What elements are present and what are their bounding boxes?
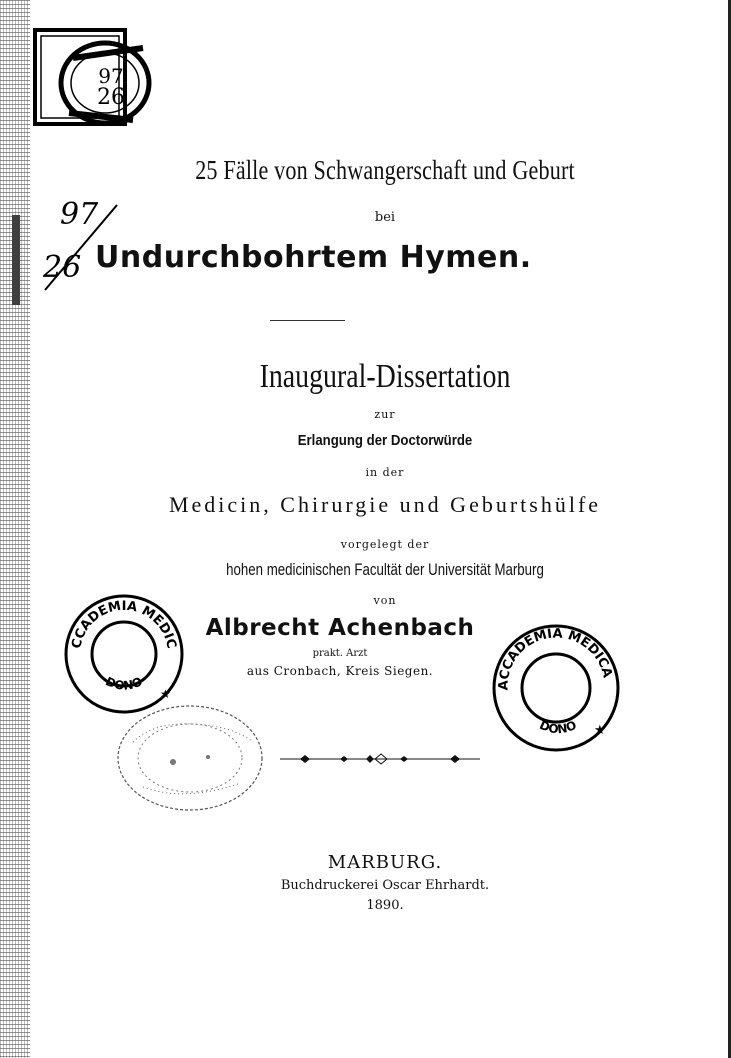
svg-text:★: ★: [160, 687, 171, 701]
ornament-divider: [280, 750, 480, 768]
binding-edge-shadow: [0, 0, 30, 1058]
library-stamp: [33, 28, 163, 126]
title-line-2: Undurchbohrtem Hymen.: [95, 240, 532, 275]
svg-text:★: ★: [594, 723, 606, 738]
donor-stamp-right-bottom: DONO: [537, 717, 579, 737]
donor-stamp-left-text: CCADEMIA MEDIC: [69, 598, 179, 650]
faculty-text: hohen medicinischen Facultät der Universität Marburg: [226, 560, 544, 579]
donor-stamp-left: [60, 590, 188, 718]
author-title: prakt. Arzt: [312, 648, 368, 659]
imprint-printer: Buchdruckerei Oscar Ehrhardt.: [280, 878, 490, 893]
handwritten-number-bottom: 26: [43, 250, 82, 285]
author-name: Albrecht Achenbach: [205, 615, 475, 641]
in-der-text: in der: [365, 466, 405, 479]
author-origin: aus Cronbach, Kreis Siegen.: [246, 664, 434, 678]
von-text: von: [373, 594, 397, 607]
vorgelegt-text: vorgelegt der: [340, 538, 430, 551]
handwritten-number-top: 97: [60, 197, 99, 232]
imprint-year: 1890.: [366, 898, 404, 913]
donor-stamp-left-bottom: DONO: [103, 674, 145, 693]
fields-text: Medicin, Chirurgie und Geburtshülfe: [168, 492, 602, 517]
svg-text:ACCADEMIA MEDICA: [497, 627, 615, 691]
title-connector: bei: [374, 210, 396, 225]
donor-stamp-right-text: ACCADEMIA MEDICA: [496, 626, 615, 691]
embossed-seal: [113, 702, 268, 814]
title-line-1: 25 Fälle von Schwangerschaft und Geburt: [195, 155, 575, 185]
library-stamp-number-top: 97: [98, 64, 124, 88]
zur-text: zur: [374, 408, 396, 421]
imprint-city: MARBURG.: [327, 852, 443, 873]
library-stamp-number-bottom: 26: [97, 85, 125, 110]
divider-rule: [270, 320, 345, 321]
svg-text:DONO: [103, 674, 144, 693]
dissertation-heading: Inaugural-Dissertation: [259, 358, 511, 395]
donor-stamp-right: [488, 620, 624, 756]
erlangung-text: Erlangung der Doctorwürde: [297, 432, 473, 449]
